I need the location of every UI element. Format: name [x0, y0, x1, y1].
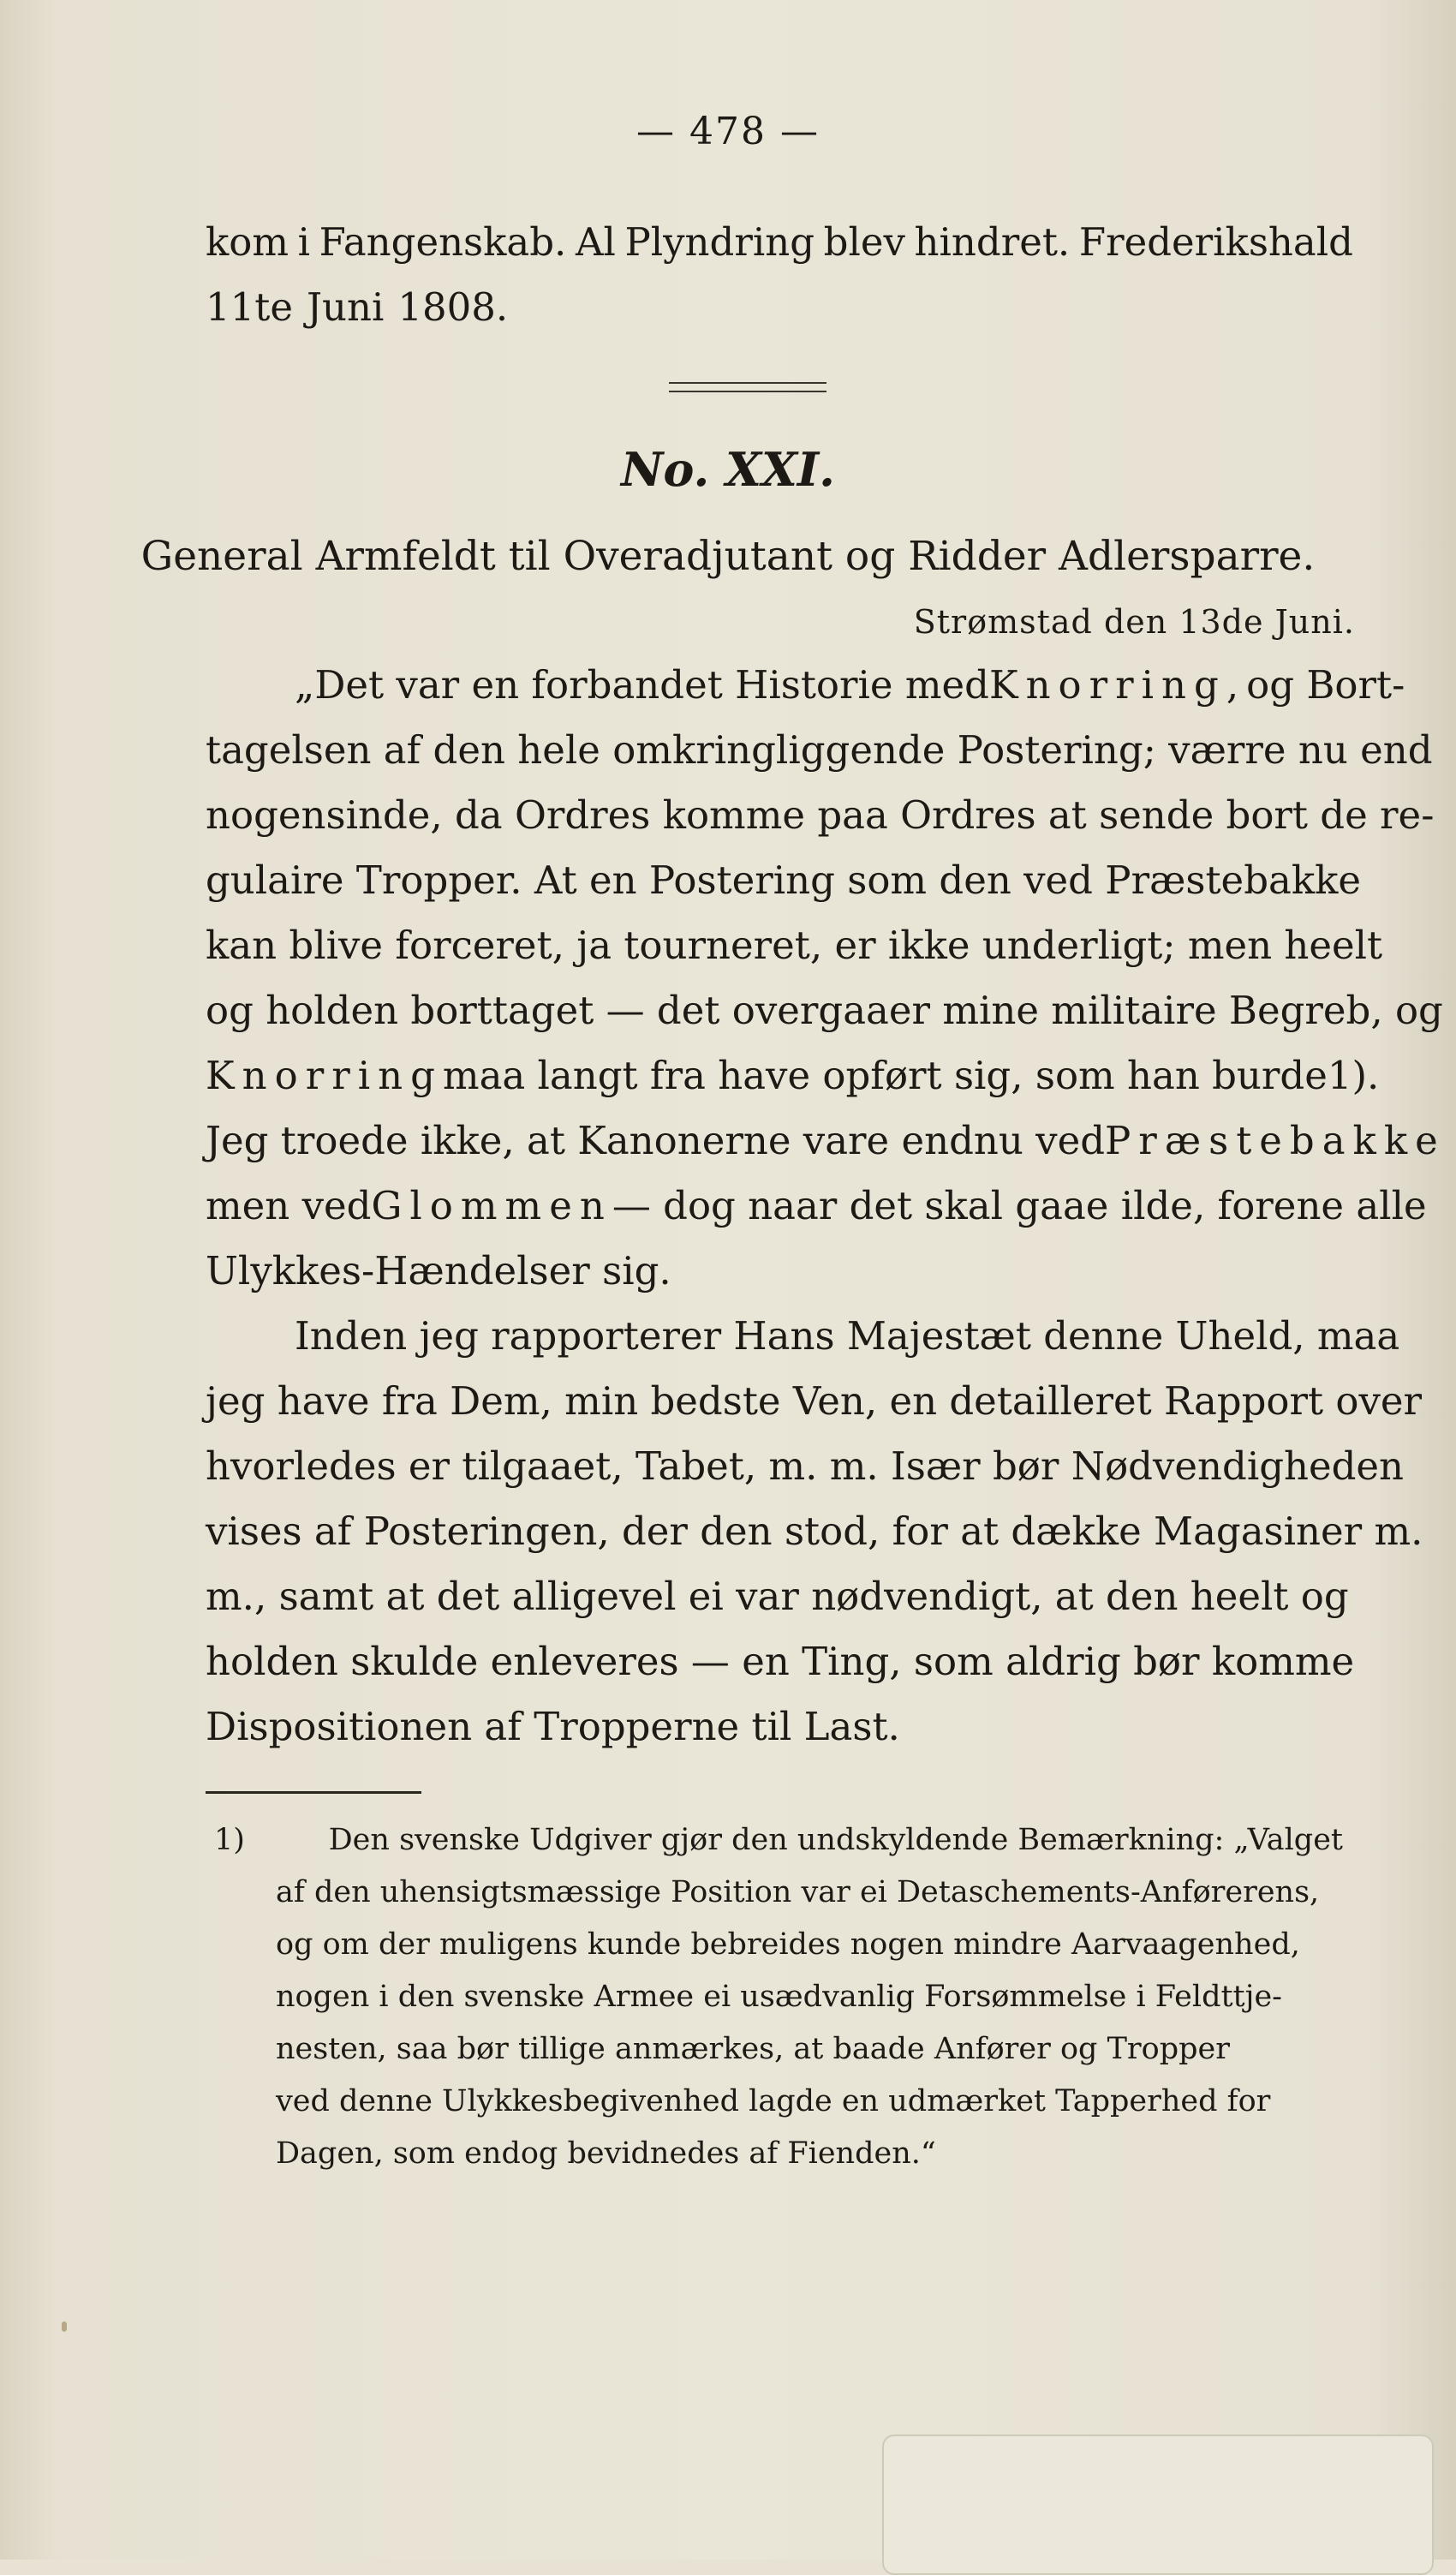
text-line: [206, 718, 1433, 783]
footnote: [214, 1814, 1343, 2180]
name-knorring: Knorring,: [988, 662, 1247, 708]
word: Plyndring: [624, 219, 815, 265]
footnote-line: [214, 1919, 1343, 1971]
document-number: No. XXI.: [621, 442, 835, 497]
word: Frederikshald: [1078, 219, 1353, 265]
text-segment: — dog naar det skal gaae ilde, forene alle: [612, 1183, 1427, 1228]
letter-body: [206, 653, 1446, 1759]
text-line: [206, 1043, 1380, 1108]
text-line: [206, 783, 1435, 848]
text-segment: Dispositionen af Tropperne til Last.: [206, 1704, 900, 1749]
word: blev: [823, 219, 905, 265]
text-segment: vises af Posteringen, der den stod, for at dække Magasiner m.: [206, 1509, 1423, 1554]
word: Fangenskab.: [319, 219, 567, 265]
footnote-line: [214, 2076, 1343, 2128]
place-praestebakke: Præstebakke: [1105, 1118, 1446, 1163]
text-segment: Ulykkes-Hændelser sig.: [206, 1248, 671, 1293]
footnote-reference: 1).: [1327, 1053, 1380, 1098]
text-segment: Dagen, som endog bevidnedes af Fienden.“: [276, 2136, 936, 2171]
text-segment: af den uhensigtsmæssige Position var ei Detaschements-Anførerens,: [276, 1875, 1320, 1909]
text-line: [206, 848, 1361, 913]
text-line: [206, 1629, 1353, 1694]
page-number: — 478 —: [636, 110, 820, 153]
text-segment: og om der muligens kunde bebreides nogen mindre Aarvaagenhed,: [276, 1927, 1300, 1962]
text-line: [206, 1239, 1353, 1304]
text-segment: maa langt fra have opført sig, som han burde: [442, 1053, 1328, 1098]
text-segment: Inden jeg rapporterer Hans Majestæt denne Uheld, maa: [295, 1313, 1400, 1359]
word: 1808.: [397, 284, 509, 330]
footnote-line: [214, 1971, 1343, 2023]
text-segment: m., samt at det alligevel ei var nødvendigt, at den heelt og: [206, 1574, 1349, 1619]
footnote-line: [214, 1867, 1343, 1919]
text-segment: nesten, saa bør tillige anmærkes, at baade Anfører og Tropper: [276, 2032, 1230, 2066]
footnote-line: [214, 2128, 1343, 2180]
text-segment: gulaire Tropper. At en Postering som den ved Præstebakke: [206, 857, 1361, 903]
text-segment: Jeg troede ikke, at Kanonerne vare endnu ved: [206, 1118, 1106, 1163]
word: i: [297, 219, 311, 265]
text-line: [206, 913, 1383, 978]
text-line: [206, 1694, 1353, 1759]
text-segment: „Det var en forbandet Historie med: [295, 662, 989, 708]
section-divider: [669, 382, 826, 392]
footnote-line: [214, 1814, 1343, 1867]
text-line: [206, 653, 1405, 718]
document-dateline: Strømstad den 13de Juni.: [913, 603, 1355, 641]
text-line: [206, 1174, 1427, 1239]
text-line: [206, 1499, 1423, 1564]
word: Al: [575, 219, 616, 265]
place-glommen: Glommen: [371, 1183, 612, 1228]
word: 11te: [206, 284, 293, 330]
text-segment: kan blive forceret, ja tourneret, er ikke underligt; men heelt: [206, 923, 1383, 968]
text-segment: hvorledes er tilgaaet, Tabet, m. m. Især bør Nødvendigheden: [206, 1443, 1405, 1489]
text-segment: nogen i den svenske Armee ei usædvanlig Forsømmelse i Feldttje-: [276, 1980, 1282, 2014]
text-segment: ved denne Ulykkesbegivenhed lagde en udmærket Tapperhed for: [276, 2084, 1271, 2118]
footnote-rule: [206, 1791, 421, 1794]
text-line: [206, 978, 1443, 1043]
word: hindret.: [914, 219, 1071, 265]
ink-speck: [62, 2321, 67, 2332]
word: kom: [206, 219, 289, 265]
text-segment: holden skulde enleveres — en Ting, som aldrig bør komme: [206, 1639, 1355, 1684]
text-line: [206, 1369, 1423, 1434]
name-knorring: Knorring: [206, 1053, 443, 1098]
document-heading: General Armfeldt til Overadjutant og Ridder Adlersparre.: [140, 533, 1316, 580]
text-line: [206, 1564, 1353, 1629]
footnote-line: [214, 2023, 1343, 2076]
text-line: [206, 1304, 1400, 1369]
footnote-marker: 1): [214, 1823, 245, 1857]
text-segment: men ved: [206, 1183, 372, 1228]
text-segment: og Bort-: [1246, 662, 1405, 708]
continued-paragraph: [206, 210, 1353, 340]
word: Juni: [306, 284, 385, 330]
text-segment: tagelsen af den hele omkringliggende Postering; værre nu end: [206, 727, 1433, 773]
text-line: [206, 1108, 1446, 1174]
text-line: [206, 275, 1353, 340]
text-line: [206, 210, 1353, 275]
text-line: [206, 1434, 1405, 1499]
text-segment: og holden borttaget — det overgaaer mine militaire Begreb, og: [206, 988, 1443, 1033]
text-segment: jeg have fra Dem, min bedste Ven, en detailleret Rapport over: [206, 1378, 1423, 1424]
text-segment: nogensinde, da Ordres komme paa Ordres at sende bort de re-: [206, 792, 1435, 838]
scan-frame-corner: [882, 2435, 1434, 2575]
text-segment: Den svenske Udgiver gjør den undskyldende Bemærkning: „Valget: [328, 1823, 1343, 1857]
